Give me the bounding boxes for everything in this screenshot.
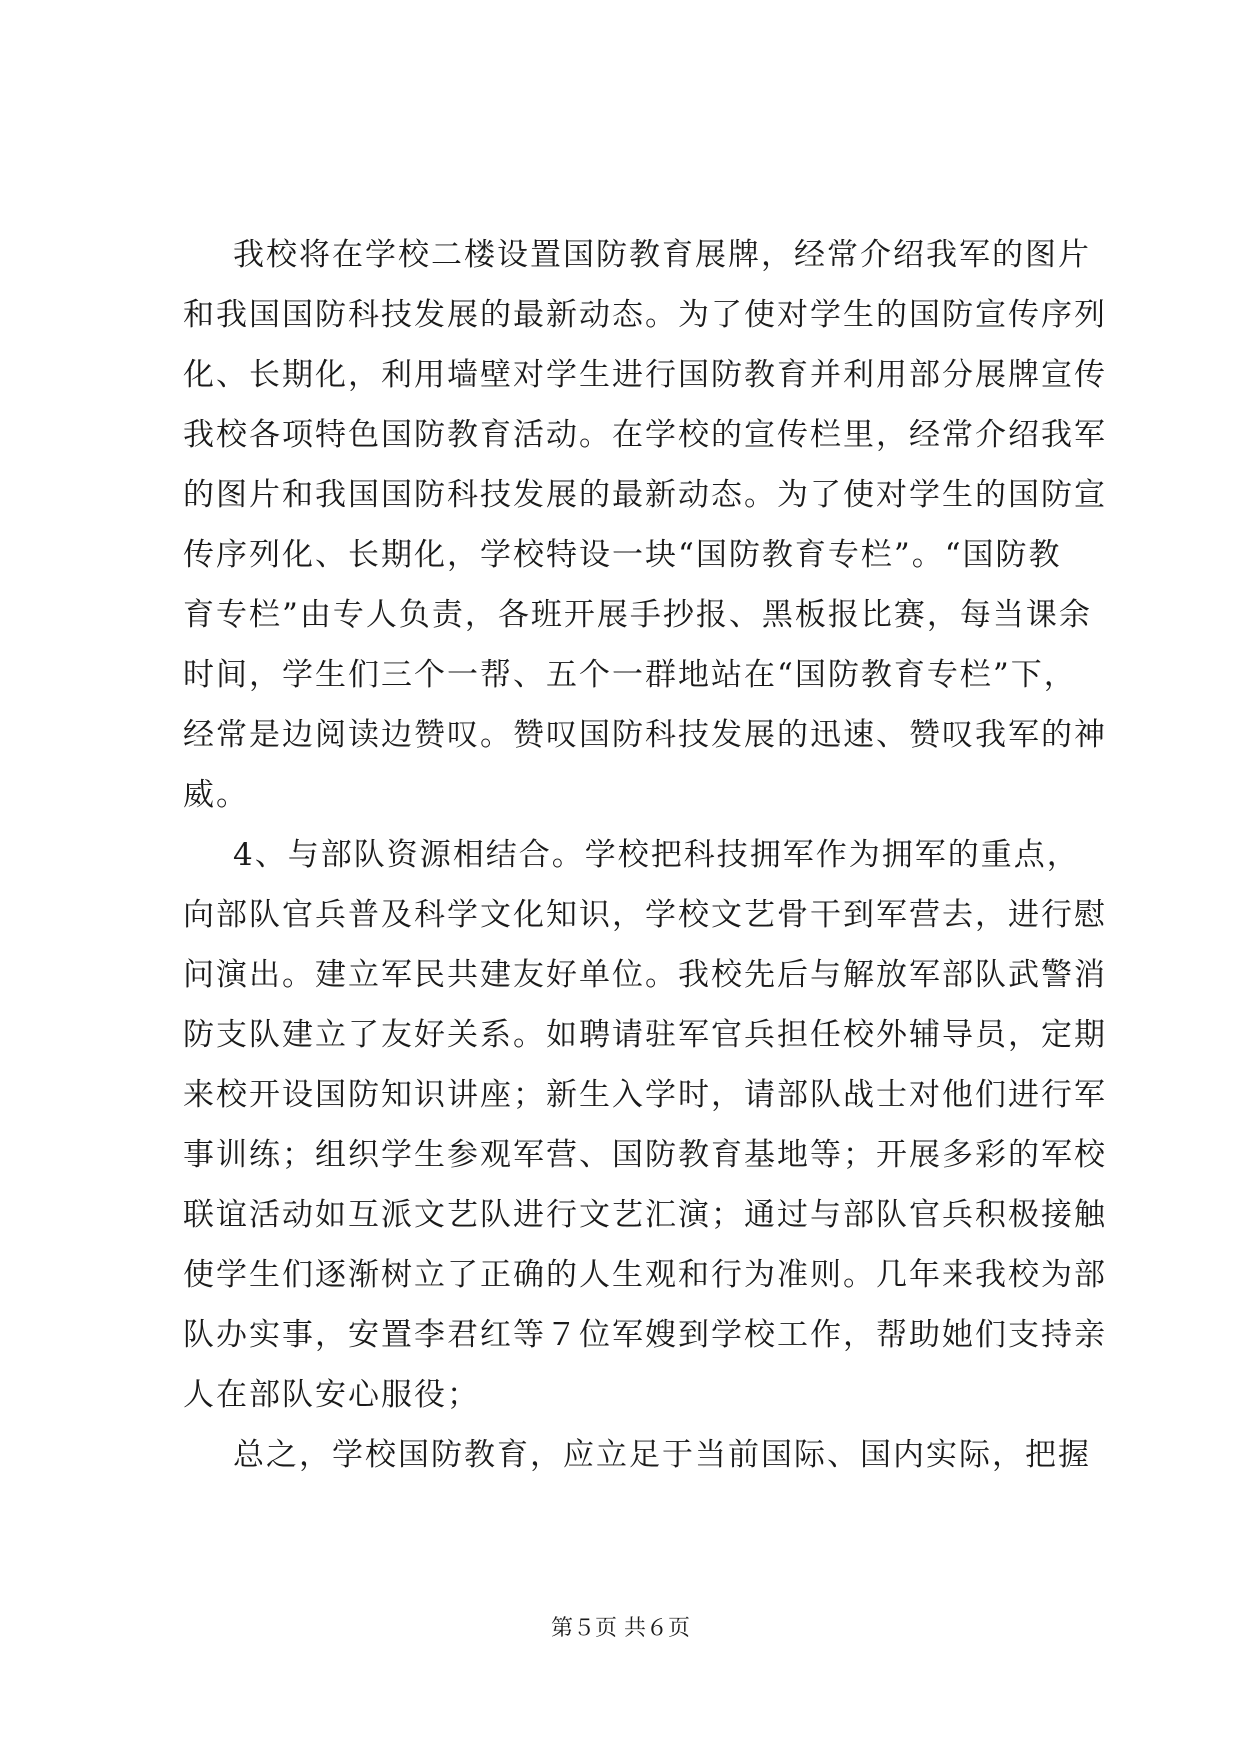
text-line: 化、长期化，利用墙壁对学生进行国防教育并利用部分展牌宣传 — [183, 357, 1107, 393]
text-line: 和我国国防科技发展的最新动态。为了使对学生的国防宣传序列 — [183, 297, 1107, 333]
text-line: 经常是边阅读边赞叹。赞叹国防科技发展的迅速、赞叹我军的神 — [183, 717, 1107, 753]
text-line: 时间，学生们三个一帮、五个一群地站在“国防教育专栏”下， — [183, 657, 1077, 693]
text-line: 我校各项特色国防教育活动。在学校的宣传栏里，经常介绍我军 — [183, 417, 1107, 453]
text-line: 使学生们逐渐树立了正确的人生观和行为准则。几年来我校为部 — [183, 1257, 1107, 1293]
paragraph-exhibition-boards — [183, 225, 1107, 825]
text-line: 事训练；组织学生参观军营、国防教育基地等；开展多彩的军校 — [183, 1137, 1107, 1173]
text-line: 育专栏”由专人负责，各班开展手抄报、黑板报比赛，每当课余 — [183, 597, 1092, 633]
text-line: 防支队建立了友好关系。如聘请驻军官兵担任校外辅导员，定期 — [183, 1017, 1107, 1053]
text-line: 来校开设国防知识讲座；新生入学时，请部队战士对他们进行军 — [183, 1077, 1107, 1113]
text-line: 威。 — [183, 777, 249, 813]
text-line: 总之，学校国防教育，应立足于当前国际、国内实际，把握 — [233, 1437, 1091, 1473]
text-line: 向部队官兵普及科学文化知识，学校文艺骨干到军营去，进行慰 — [183, 897, 1107, 933]
document-body — [183, 225, 1107, 1485]
page-number-footer: 第５页 共６页 — [551, 1616, 690, 1641]
text-line: 我校将在学校二楼设置国防教育展牌，经常介绍我军的图片 — [233, 237, 1091, 273]
text-line: 4、与部队资源相结合。学校把科技拥军作为拥军的重点， — [233, 837, 1080, 873]
text-line: 联谊活动如互派文艺队进行文艺汇演；通过与部队官兵积极接触 — [183, 1197, 1107, 1233]
text-line: 问演出。建立军民共建友好单位。我校先后与解放军部队武警消 — [183, 957, 1107, 993]
paragraph-military-resources — [183, 825, 1107, 1425]
paragraph-summary — [183, 1425, 1091, 1485]
text-line: 队办实事，安置李君红等７位军嫂到学校工作，帮助她们支持亲 — [183, 1317, 1107, 1353]
text-line: 的图片和我国国防科技发展的最新动态。为了使对学生的国防宣 — [183, 477, 1107, 513]
text-line: 传序列化、长期化，学校特设一块“国防教育专栏”。“国防教 — [183, 537, 1062, 573]
text-line: 人在部队安心服役； — [183, 1377, 480, 1413]
